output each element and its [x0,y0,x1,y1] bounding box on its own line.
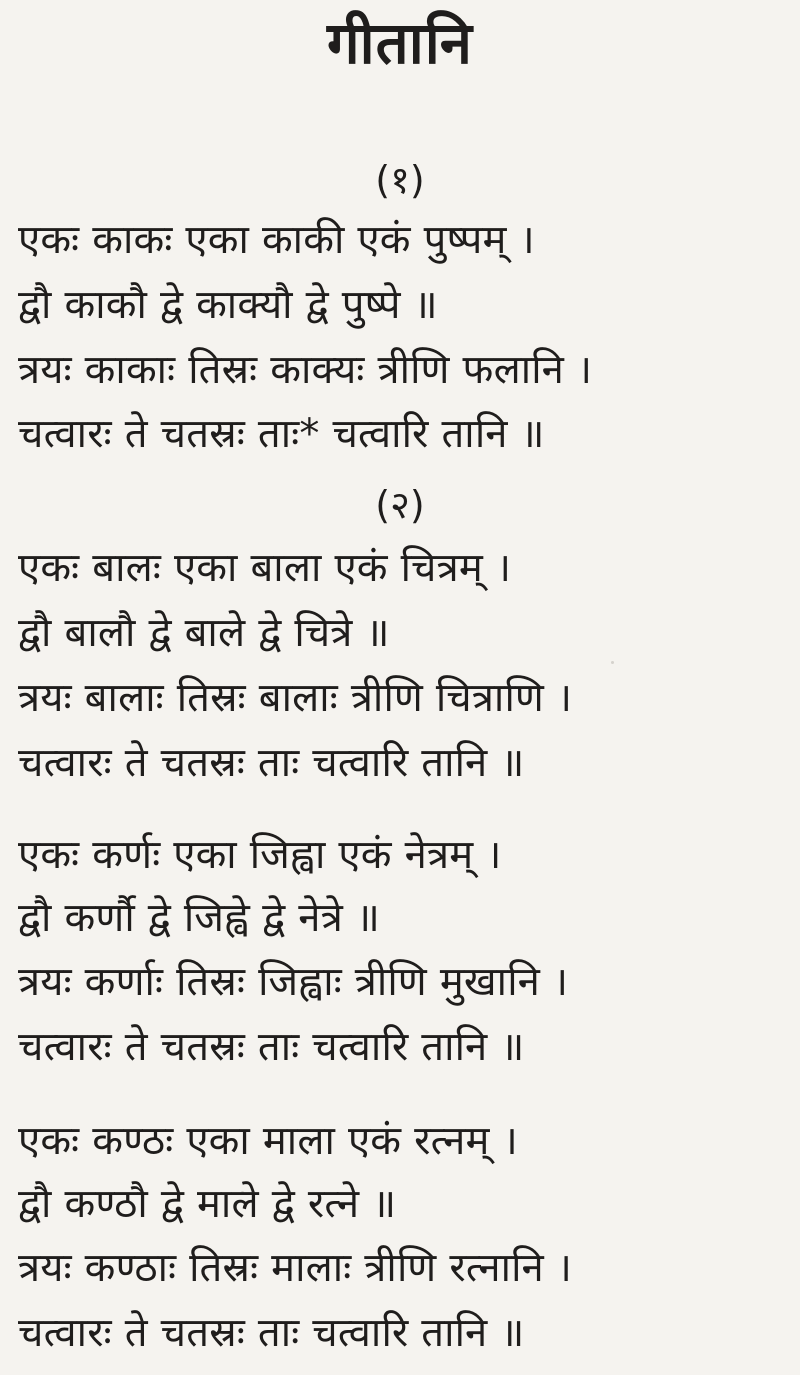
verse-line-3-3: त्रयः कर्णाः तिस्रः जिह्वाः त्रीणि मुखानि । [18,959,569,1005]
verse-line-3-4: चत्वारः ते चतस्रः ताः चत्वारि तानि ॥ [18,1024,525,1070]
verse-line-1-1: एकः काकः एका काकी एकं पुष्पम् । [18,217,535,263]
verse-line-3-1: एकः कर्णः एका जिह्वा एकं नेत्रम् । [18,832,502,878]
verse-line-1-3: त्रयः काकाः तिस्रः काक्यः त्रीणि फलानि । [18,347,593,393]
page-title: गीतानि [327,9,473,77]
verse-line-1-4: चत्वारः ते चतस्रः ताः* चत्वारि तानि ॥ [18,411,545,457]
verse-line-4-1: एकः कण्ठः एका माला एकं रत्नम् । [18,1118,518,1164]
section-number-2: (२) [375,483,425,527]
verse-line-2-4: चत्वारः ते चतस्रः ताः चत्वारि तानि ॥ [18,740,525,786]
verse-line-4-4: चत्वारः ते चतस्रः ताः चत्वारि तानि ॥ [18,1310,525,1356]
verse-line-2-1: एकः बालः एका बाला एकं चित्रम् । [18,545,512,591]
verse-line-1-2: द्वौ काकौ द्वे काक्यौ द्वे पुष्पे ॥ [18,282,438,328]
paper-speck [611,661,614,664]
section-number-1: (१) [375,158,425,202]
verse-line-2-2: द्वौ बालौ द्वे बाले द्वे चित्रे ॥ [18,610,390,656]
verse-line-4-2: द्वौ कण्ठौ द्वे माले द्वे रत्ने ॥ [18,1181,397,1227]
verse-line-3-2: द्वौ कर्णौ द्वे जिह्वे द्वे नेत्रे ॥ [18,895,381,941]
verse-line-4-3: त्रयः कण्ठाः तिस्रः मालाः त्रीणि रत्नानि । [18,1245,573,1291]
verse-line-2-3: त्रयः बालाः तिस्रः बालाः त्रीणि चित्राणि । [18,675,573,721]
